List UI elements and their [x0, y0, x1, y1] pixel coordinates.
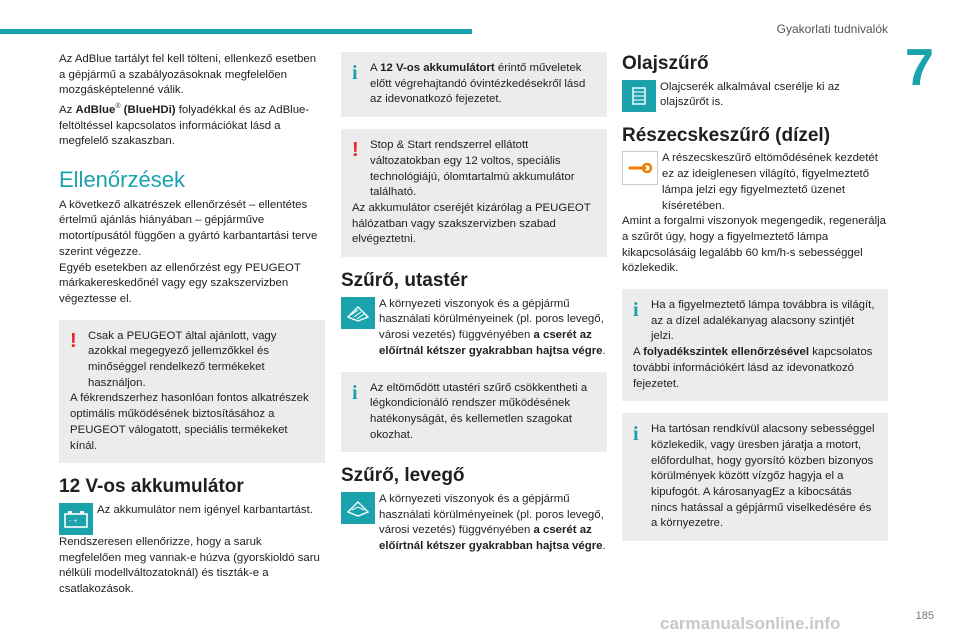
column-1: [59, 52, 325, 598]
chapter-title: Gyakorlati tudnivalók: [776, 22, 888, 36]
adblue-ref: Az AdBlue® (BlueHDi) folyadékkal és az AdBlue-feltöltéssel kapcsolatos információkat lásd a megfelelő szakaszban.: [59, 103, 310, 148]
page-number: 185: [915, 610, 934, 622]
header-accent-bar: [0, 29, 472, 34]
battery-text: Rendszeresen ellenőrizze, hogy a saruk megfelelően meg vannak-e húzva (gyorskioldó saru nélküli modellváltozatoknál) és tiszták-e a csatlakozások.: [59, 535, 320, 596]
oil-filter-row: Olajcserék alkalmával cserélje ki az olajszűrőt is.: [622, 80, 888, 112]
battery-title: 12 V-os akkumulátor: [59, 476, 244, 498]
oil-filter-icon: [622, 80, 656, 112]
air-filter-title: Szűrő, levegő: [341, 465, 465, 487]
info-icon: i: [352, 62, 358, 84]
air-filter-icon: [341, 492, 375, 524]
air-filter-row: A környezeti viszonyok és a gépjármű használati körülményeinek (pl. poros levegő, városi vezetés) függvényében a cserét az előírtnál kétszer gyakrabban hajtsa végre.: [341, 492, 607, 555]
info-icon: i: [352, 381, 358, 404]
battery-icon: [59, 503, 93, 535]
warning-note: ! Stop & Start rendszerrel ellátott változatokban egy 12 voltos, speciális technológiájú, ólomtartalmú akkumulátor található. Az akkumulátor cseréjét kizárólag a PEUGEOT hálózatban vagy szakszervizben szabad elvégeztetni.: [341, 129, 607, 257]
chapter-number: 7: [905, 39, 934, 97]
dpf-row: A részecskeszűrő eltömődésének kezdetét ez az ideiglenesen világító, figyelmeztető lámpa jelzi egy figyelmeztető üzenet kíséretében.: [622, 151, 888, 214]
wrench-icon: [622, 151, 658, 185]
exclamation-icon: !: [70, 329, 77, 352]
info-note: i A 12 V-os akkumulátort érintő műveletek előtt végrehajtandó óvintézkedésekről lásd az idevonatkozó fejezetet.: [341, 52, 607, 117]
battery-row: - + Az akkumulátor nem igényel karbantartást.: [59, 503, 325, 535]
info-icon: i: [633, 299, 639, 322]
cabin-filter-icon: [341, 297, 375, 329]
dpf-text: Amint a forgalmi viszonyok megengedik, regenerálja a szűrőt úgy, hogy a figyelmeztető lámpa kikapcsolásáig legalább 60 km/h-s sebességgel közlekedik.: [622, 215, 887, 275]
column-3: [622, 52, 888, 553]
oil-filter-title: Olajszűrő: [622, 53, 709, 74]
exclamation-icon: !: [352, 139, 359, 162]
info-note: i Ha a figyelmeztető lámpa továbbra is világít, az a dízel adalékanyag alacsony szintjét jelzi. A folyadékszintek ellenőrzésével kapcsolatos további információkért lásd az idevonatkozó fejezetet.: [622, 289, 888, 401]
cabin-filter-row: A környezeti viszonyok és a gépjármű használati körülményeinek (pl. poros levegő, városi vezetés) függvényében a cserét az előírtnál kétszer gyakrabban hajtsa végre.: [341, 297, 607, 360]
column-2: [341, 52, 607, 555]
watermark: carmanualsonline.info: [660, 614, 841, 633]
cabin-filter-title: Szűrő, utastér: [341, 270, 468, 292]
info-note: i Az eltömődött utastéri szűrő csökkentheti a légkondicionáló rendszer működésének hatékonyságát, és kellemetlen szagokat okozhat.: [341, 372, 607, 453]
info-note: i Ha tartósan rendkívül alacsony sebességgel közlekedik, vagy üresben járatja a motort, előfordulhat, hogy gyorsító közben bizonyos körülmények között vízgőz hagyja el a kipufogót. A károsanyagEz a kibocsátás nincs hatással a gépjármű viselkedésére és a környezetre.: [622, 413, 888, 541]
svg-text:- +: - +: [69, 517, 78, 525]
warning-note: ! Csak a PEUGEOT által ajánlott, vagy azokkal megegyező jellemzőkkel és minőséggel rendelkező termékeket használjon. A fékrendszerhez hasonlóan fontos alkatrészek optimális működésének biztosításához a PEUGEOT válogatott, speciális termékeket kínál.: [59, 320, 325, 464]
dpf-title: Részecskeszűrő (dízel): [622, 124, 831, 146]
section-title-checks: Ellenőrzések: [59, 167, 185, 193]
checks-text: A következő alkatrészek ellenőrzését – ellentétes értelmű ajánlás hiányában – gépjárműve motortípusától függően a gyártó karbantartási terve szerint végezze. Egyéb esetekben az ellenőrzést egy PEUGEOT márkakereskedőnél vagy egy szakszervizben végeztesse el.: [59, 198, 318, 305]
info-icon: i: [633, 423, 639, 446]
adblue-intro: Az AdBlue tartályt fel kell tölteni, ellenkező esetben a gépjármű a szabályozásoknak megfelelően mozgásképtelenné válik.: [59, 53, 317, 97]
